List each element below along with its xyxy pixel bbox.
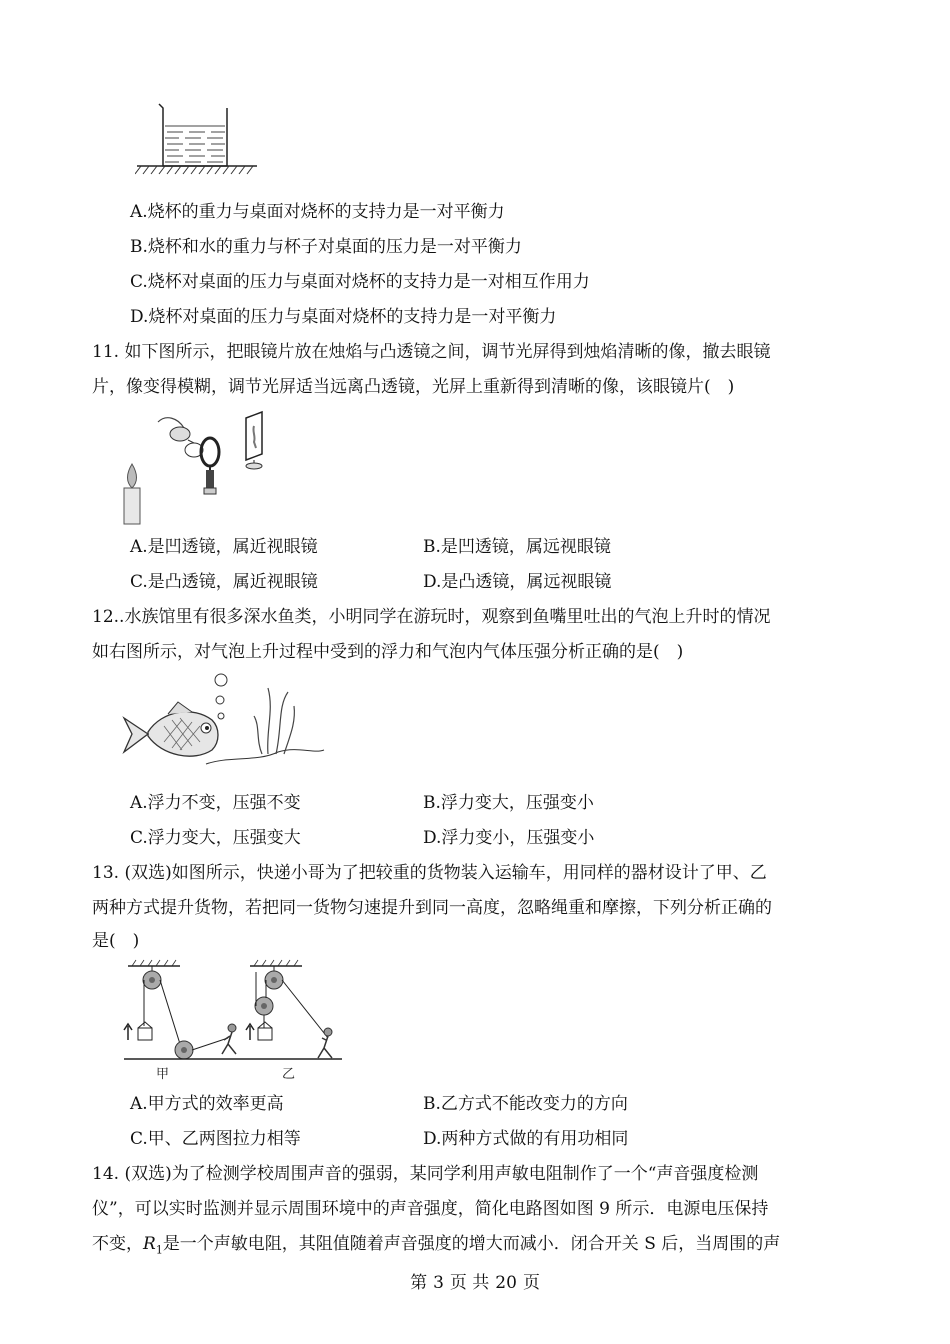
q14-line3-prefix: 不变，	[92, 1234, 143, 1254]
r1-symbol: R	[143, 1234, 156, 1254]
q12-stem-line1: 12..水族馆里有很多深水鱼类，小明同学在游玩时，观察到鱼嘴里吐出的气泡上升时的情况	[92, 607, 771, 627]
q12-option-b: B.浮力变大，压强变小	[423, 793, 594, 813]
q10-option-d: D.烧杯对桌面的压力与桌面对烧杯的支持力是一对平衡力	[130, 307, 557, 327]
footer-mid: 页 共	[449, 1273, 490, 1293]
q14-stem-line2: 仪”，可以实时监测并显示周围环境中的声音强度，简化电路图如图 9 所示．电源电压保持	[92, 1199, 769, 1219]
q11-option-c: C.是凸透镜，属近视眼镜	[130, 572, 318, 592]
q14-stem-line3	[92, 1233, 780, 1261]
q13-stem-line1: 13. (双选)如图所示，快递小哥为了把较重的货物装入运输车，用同样的器材设计了甲、乙	[92, 863, 767, 883]
lens-candle-figure	[118, 408, 278, 528]
q10-option-c: C.烧杯对桌面的压力与桌面对烧杯的支持力是一对相互作用力	[130, 272, 590, 292]
q13-option-a: A.甲方式的效率更高	[130, 1094, 284, 1114]
q11-option-d: D.是凸透镜，属远视眼镜	[423, 572, 612, 592]
q11-stem-line2: 片，像变得模糊，调节光屏适当远离凸透镜，光屏上重新得到清晰的像，该眼镜片( )	[92, 377, 735, 397]
q13-stem-line3: 是( )	[92, 931, 140, 951]
beaker-figure	[135, 100, 265, 180]
q12-stem-line2: 如右图所示，对气泡上升过程中受到的浮力和气泡内气体压强分析正确的是( )	[92, 642, 684, 662]
q12-option-c: C.浮力变大，压强变大	[130, 828, 301, 848]
q13-option-c: C.甲、乙两图拉力相等	[130, 1129, 301, 1149]
q13-label-jia: 甲	[156, 1067, 170, 1082]
footer-suffix: 页	[522, 1273, 540, 1293]
q11-option-a: A.是凹透镜，属近视眼镜	[130, 537, 318, 557]
q13-stem-line2: 两种方式提升货物，若把同一货物匀速提升到同一高度，忽略绳重和摩擦，下列分析正确的	[92, 898, 772, 918]
q10-option-a: A.烧杯的重力与桌面对烧杯的支持力是一对平衡力	[130, 202, 505, 222]
q12-option-d: D.浮力变小，压强变小	[423, 828, 595, 848]
footer-prefix: 第	[410, 1273, 428, 1293]
q13-option-b: B.乙方式不能改变力的方向	[423, 1094, 628, 1114]
q11-option-b: B.是凹透镜，属远视眼镜	[423, 537, 611, 557]
fish-bubbles-figure	[118, 670, 328, 782]
q11-stem-line1: 11. 如下图所示，把眼镜片放在烛焰与凸透镜之间，调节光屏得到烛焰清晰的像，撤去眼镜	[92, 342, 771, 362]
footer-total-pages: 20	[495, 1273, 517, 1293]
q14-line3-rest: 是一个声敏电阻，其阻值随着声音强度的增大而减小．闭合开关 S 后，当周围的声	[162, 1234, 781, 1254]
q12-option-a: A.浮力不变，压强不变	[130, 793, 301, 813]
page-footer	[0, 1268, 950, 1293]
r1-subscript: 1	[155, 1243, 163, 1257]
pulley-figure	[118, 958, 348, 1082]
footer-page-number: 3	[433, 1273, 444, 1293]
q14-stem-line1: 14. (双选)为了检测学校周围声音的强弱，某同学利用声敏电阻制作了一个“声音强度检测	[92, 1164, 759, 1184]
q13-option-d: D.两种方式做的有用功相同	[423, 1129, 629, 1149]
q10-option-b: B.烧杯和水的重力与杯子对桌面的压力是一对平衡力	[130, 237, 522, 257]
q13-label-yi: 乙	[282, 1067, 296, 1082]
